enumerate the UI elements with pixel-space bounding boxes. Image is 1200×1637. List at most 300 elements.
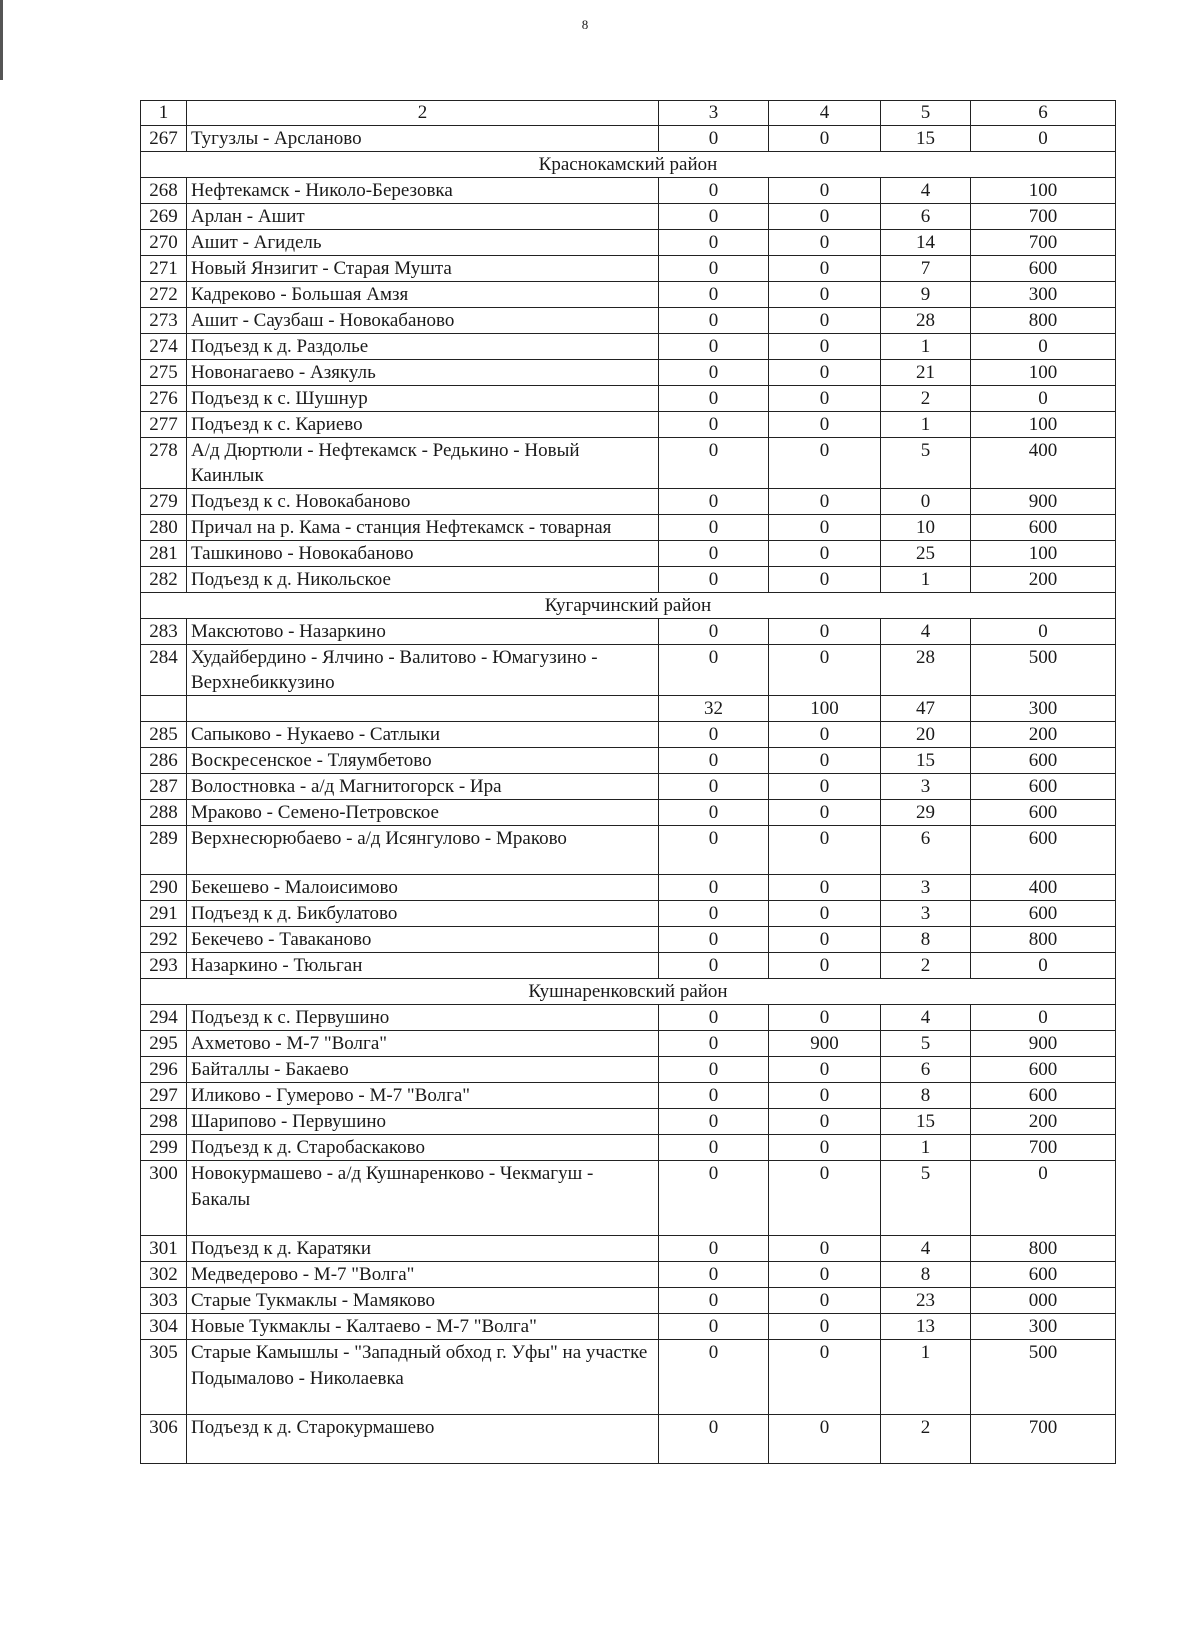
road-name-cell: Подъезд к д. Каратяки [187,1236,659,1262]
col5-value-cell: 4 [881,1236,971,1262]
col6-value-cell: 0 [971,126,1116,152]
table-row [141,953,1116,979]
road-name-cell: Причал на р. Кама - станция Нефтекамск - товарная [187,515,659,541]
table-row [141,1031,1116,1057]
row-number-cell: 286 [141,748,187,774]
col4-value-cell: 0 [769,1109,881,1135]
col6-value-cell: 100 [971,541,1116,567]
col5-value-cell: 0 [881,489,971,515]
col3-value-cell: 0 [659,722,769,748]
table-row [141,438,1116,489]
col6-value-cell: 0 [971,619,1116,645]
col3-value-cell: 0 [659,1005,769,1031]
col3-value-cell: 0 [659,438,769,489]
col6-value-cell: 200 [971,1109,1116,1135]
col4-value-cell: 0 [769,953,881,979]
row-number-cell: 287 [141,774,187,800]
col5-value-cell: 1 [881,334,971,360]
road-name-cell: Бекешево - Малоисимово [187,875,659,901]
col4-value-cell: 0 [769,1057,881,1083]
row-number-cell: 276 [141,386,187,412]
table-row [141,204,1116,230]
col3-value-cell: 0 [659,748,769,774]
col4-value-cell: 0 [769,489,881,515]
col6-value-cell: 600 [971,1057,1116,1083]
col3-value-cell: 0 [659,619,769,645]
col5-value-cell: 3 [881,875,971,901]
table-row [141,645,1116,696]
table-row [141,386,1116,412]
table-row [141,748,1116,774]
row-number-cell: 280 [141,515,187,541]
col5-value-cell: 4 [881,1005,971,1031]
col6-value-cell: 600 [971,800,1116,826]
col4-value-cell: 0 [769,308,881,334]
col5-value-cell: 2 [881,1415,971,1464]
col5-value-cell: 4 [881,178,971,204]
row-number-cell: 277 [141,412,187,438]
row-number-cell: 271 [141,256,187,282]
col6-value-cell: 600 [971,826,1116,875]
row-number-cell: 306 [141,1415,187,1464]
col5-value-cell: 8 [881,1262,971,1288]
road-name-cell: Мраково - Семено-Петровское [187,800,659,826]
col5-value-cell: 1 [881,567,971,593]
col4-value-cell: 0 [769,178,881,204]
table-row [141,1057,1116,1083]
header-cell: 6 [971,101,1116,126]
col6-value-cell: 600 [971,748,1116,774]
roads-table-body [141,101,1116,1464]
road-name-cell: Бекечево - Таваканово [187,927,659,953]
col4-value-cell: 0 [769,334,881,360]
col5-value-cell: 14 [881,230,971,256]
road-name-cell: Иликово - Гумерово - М-7 "Волга" [187,1083,659,1109]
col3-value-cell: 0 [659,489,769,515]
table-row [141,126,1116,152]
col3-value-cell: 0 [659,126,769,152]
table-row [141,308,1116,334]
row-number-cell: 273 [141,308,187,334]
row-number-cell: 274 [141,334,187,360]
col3-value-cell: 0 [659,308,769,334]
col4-value-cell: 0 [769,645,881,696]
col3-value-cell: 0 [659,412,769,438]
col6-value-cell: 800 [971,308,1116,334]
section-row [141,152,1116,178]
row-number-cell: 301 [141,1236,187,1262]
table-row [141,1415,1116,1464]
table-row [141,826,1116,875]
col3-value-cell: 0 [659,282,769,308]
col3-value-cell: 0 [659,567,769,593]
table-row [141,1083,1116,1109]
col5-value-cell: 6 [881,1057,971,1083]
col5-value-cell: 2 [881,386,971,412]
col6-value-cell: 200 [971,722,1116,748]
table-row [141,722,1116,748]
road-name-cell: Максютово - Назаркино [187,619,659,645]
road-name-cell: Воскресенское - Тляумбетово [187,748,659,774]
col5-value-cell: 5 [881,438,971,489]
col4-value-cell: 0 [769,774,881,800]
col3-value-cell: 0 [659,1340,769,1415]
col3-value-cell: 0 [659,1415,769,1464]
col4-value-cell: 0 [769,901,881,927]
section-title: Краснокамский район [141,152,1116,178]
col4-value-cell: 0 [769,1288,881,1314]
col5-value-cell: 25 [881,541,971,567]
col6-value-cell: 600 [971,1083,1116,1109]
row-number-cell: 289 [141,826,187,875]
row-number-cell: 272 [141,282,187,308]
table-row [141,230,1116,256]
table-row [141,412,1116,438]
col6-value-cell: 200 [971,567,1116,593]
col3-value-cell: 0 [659,386,769,412]
col3-value-cell: 0 [659,800,769,826]
road-name-cell: Арлан - Ашит [187,204,659,230]
road-name-cell: Новонагаево - Азякуль [187,360,659,386]
col3-value-cell: 0 [659,826,769,875]
col6-value-cell: 0 [971,1005,1116,1031]
road-name-cell: Подъезд к д. Старобаскаково [187,1135,659,1161]
col6-value-cell: 600 [971,1262,1116,1288]
table-header-row [141,101,1116,126]
col5-value-cell: 28 [881,308,971,334]
table-row [141,178,1116,204]
col6-value-cell: 0 [971,386,1116,412]
road-name-cell: Верхнесюрюбаево - а/д Исянгулово - Мраково [187,826,659,875]
row-number-cell: 295 [141,1031,187,1057]
col4-value-cell: 0 [769,230,881,256]
col3-value-cell: 0 [659,901,769,927]
road-name-cell: Тугузлы - Арсланово [187,126,659,152]
col5-value-cell: 29 [881,800,971,826]
col3-value-cell: 0 [659,1057,769,1083]
col4-value-cell: 0 [769,927,881,953]
table-row [141,256,1116,282]
col6-value-cell: 700 [971,204,1116,230]
col4-value-cell: 0 [769,722,881,748]
col3-value-cell: 0 [659,541,769,567]
table-row [141,489,1116,515]
col4-value-cell: 0 [769,126,881,152]
road-name-cell: Новокурмашево - а/д Кушнаренково - Чекмагуш - Бакалы [187,1161,659,1236]
row-number-cell: 285 [141,722,187,748]
col5-value-cell: 9 [881,282,971,308]
scan-edge-mark [0,0,3,80]
row-number-cell: 300 [141,1161,187,1236]
col5-value-cell: 4 [881,619,971,645]
table-row [141,1161,1116,1236]
table-row [141,515,1116,541]
road-name-cell: А/д Дюртюли - Нефтекамск - Редькино - Новый Каинлык [187,438,659,489]
table-row [141,901,1116,927]
col5-value-cell: 2 [881,953,971,979]
section-row [141,979,1116,1005]
row-number-cell: 293 [141,953,187,979]
road-name-cell: Нефтекамск - Николо-Березовка [187,178,659,204]
roads-table [140,100,1116,1464]
col3-value-cell: 0 [659,256,769,282]
col4-value-cell: 0 [769,1314,881,1340]
road-name-cell [187,696,659,722]
table-row [141,1005,1116,1031]
col6-value-cell: 800 [971,1236,1116,1262]
col6-value-cell: 0 [971,1161,1116,1236]
page-number: 8 [581,17,589,32]
col5-value-cell: 6 [881,826,971,875]
col5-value-cell: 5 [881,1161,971,1236]
table-row [141,1135,1116,1161]
table-row [141,541,1116,567]
row-number-cell: 269 [141,204,187,230]
col4-value-cell: 0 [769,282,881,308]
header-cell: 2 [187,101,659,126]
table-row [141,1340,1116,1415]
road-name-cell: Старые Камышлы - "Западный обход г. Уфы" на участке Подымалово - Николаевка [187,1340,659,1415]
road-name-cell: Подъезд к с. Кариево [187,412,659,438]
table-row [141,1236,1116,1262]
col4-value-cell: 0 [769,1262,881,1288]
col4-value-cell: 0 [769,567,881,593]
col6-value-cell: 300 [971,282,1116,308]
row-number-cell: 304 [141,1314,187,1340]
road-name-cell: Новый Янзигит - Старая Мушта [187,256,659,282]
col4-value-cell: 0 [769,1340,881,1415]
col6-value-cell: 900 [971,489,1116,515]
col4-value-cell: 0 [769,619,881,645]
row-number-cell: 283 [141,619,187,645]
col3-value-cell: 0 [659,334,769,360]
row-number-cell: 303 [141,1288,187,1314]
table-row [141,875,1116,901]
col5-value-cell: 3 [881,901,971,927]
col5-value-cell: 10 [881,515,971,541]
col3-value-cell: 0 [659,230,769,256]
col6-value-cell: 0 [971,334,1116,360]
col6-value-cell: 800 [971,927,1116,953]
col5-value-cell: 5 [881,1031,971,1057]
col5-value-cell: 1 [881,1135,971,1161]
col4-value-cell: 0 [769,541,881,567]
col3-value-cell: 0 [659,1083,769,1109]
road-name-cell: Ташкиново - Новокабаново [187,541,659,567]
section-title: Кушнаренковский район [141,979,1116,1005]
col5-value-cell: 3 [881,774,971,800]
header-cell: 4 [769,101,881,126]
col3-value-cell: 0 [659,1262,769,1288]
row-number-cell: 292 [141,927,187,953]
col4-value-cell: 0 [769,748,881,774]
row-number-cell: 296 [141,1057,187,1083]
table-row [141,774,1116,800]
col3-value-cell: 0 [659,178,769,204]
road-name-cell: Байталлы - Бакаево [187,1057,659,1083]
col5-value-cell: 47 [881,696,971,722]
col4-value-cell: 0 [769,515,881,541]
col3-value-cell: 0 [659,1135,769,1161]
col4-value-cell: 0 [769,1083,881,1109]
col5-value-cell: 20 [881,722,971,748]
col4-value-cell: 0 [769,386,881,412]
table-row [141,282,1116,308]
row-number-cell: 298 [141,1109,187,1135]
row-number-cell: 282 [141,567,187,593]
row-number-cell: 275 [141,360,187,386]
col3-value-cell: 0 [659,953,769,979]
road-name-cell: Подъезд к д. Старокурмашево [187,1415,659,1464]
row-number-cell: 281 [141,541,187,567]
road-name-cell: Подъезд к д. Бикбулатово [187,901,659,927]
table-row [141,619,1116,645]
col4-value-cell: 0 [769,1236,881,1262]
col5-value-cell: 6 [881,204,971,230]
col6-value-cell: 700 [971,230,1116,256]
road-name-cell: Волостновка - а/д Магнитогорск - Ира [187,774,659,800]
col6-value-cell: 600 [971,901,1116,927]
table-row-continuation [141,696,1116,722]
col3-value-cell: 0 [659,1109,769,1135]
col5-value-cell: 15 [881,126,971,152]
road-name-cell: Подъезд к с. Шушнур [187,386,659,412]
road-name-cell: Шарипово - Первушино [187,1109,659,1135]
section-title: Кугарчинский район [141,593,1116,619]
row-number-cell: 305 [141,1340,187,1415]
row-number-cell: 284 [141,645,187,696]
table-row [141,927,1116,953]
road-name-cell: Ашит - Саузбаш - Новокабаново [187,308,659,334]
col4-value-cell: 0 [769,438,881,489]
col6-value-cell: 100 [971,412,1116,438]
col4-value-cell: 0 [769,256,881,282]
row-number-cell: 297 [141,1083,187,1109]
table-row [141,1109,1116,1135]
road-name-cell: Худайбердино - Ялчино - Валитово - Юмагузино - Верхнебиккузино [187,645,659,696]
col5-value-cell: 13 [881,1314,971,1340]
row-number-cell: 267 [141,126,187,152]
header-cell: 1 [141,101,187,126]
col3-value-cell: 0 [659,1236,769,1262]
col6-value-cell: 500 [971,645,1116,696]
col5-value-cell: 28 [881,645,971,696]
road-name-cell: Сапыково - Нукаево - Сатлыки [187,722,659,748]
table-row [141,800,1116,826]
row-number-cell: 299 [141,1135,187,1161]
header-cell: 3 [659,101,769,126]
col4-value-cell: 0 [769,204,881,230]
col3-value-cell: 0 [659,645,769,696]
road-name-cell: Кадреково - Большая Амзя [187,282,659,308]
col4-value-cell: 0 [769,1005,881,1031]
road-name-cell: Новые Тукмаклы - Калтаево - М-7 "Волга" [187,1314,659,1340]
col5-value-cell: 23 [881,1288,971,1314]
row-number-cell: 279 [141,489,187,515]
row-number-cell: 268 [141,178,187,204]
row-number-cell [141,696,187,722]
col6-value-cell: 600 [971,256,1116,282]
col3-value-cell: 0 [659,1031,769,1057]
col4-value-cell: 900 [769,1031,881,1057]
col5-value-cell: 15 [881,748,971,774]
col3-value-cell: 0 [659,774,769,800]
header-cell: 5 [881,101,971,126]
col5-value-cell: 15 [881,1109,971,1135]
col3-value-cell: 0 [659,515,769,541]
road-name-cell: Назаркино - Тюльган [187,953,659,979]
col5-value-cell: 21 [881,360,971,386]
col3-value-cell: 0 [659,1314,769,1340]
col6-value-cell: 400 [971,438,1116,489]
table-row [141,1314,1116,1340]
col6-value-cell: 300 [971,696,1116,722]
col3-value-cell: 0 [659,875,769,901]
table-row [141,334,1116,360]
table-row [141,1262,1116,1288]
col4-value-cell: 0 [769,1161,881,1236]
col3-value-cell: 0 [659,204,769,230]
col6-value-cell: 600 [971,774,1116,800]
col6-value-cell: 700 [971,1135,1116,1161]
col5-value-cell: 7 [881,256,971,282]
row-number-cell: 270 [141,230,187,256]
row-number-cell: 302 [141,1262,187,1288]
col6-value-cell: 100 [971,360,1116,386]
col6-value-cell: 700 [971,1415,1116,1464]
col4-value-cell: 0 [769,875,881,901]
col4-value-cell: 0 [769,826,881,875]
road-name-cell: Медведерово - М-7 "Волга" [187,1262,659,1288]
col3-value-cell: 0 [659,927,769,953]
col3-value-cell: 0 [659,1161,769,1236]
road-name-cell: Подъезд к д. Раздолье [187,334,659,360]
row-number-cell: 288 [141,800,187,826]
col3-value-cell: 0 [659,1288,769,1314]
road-name-cell: Ашит - Агидель [187,230,659,256]
col6-value-cell: 300 [971,1314,1116,1340]
row-number-cell: 290 [141,875,187,901]
col3-value-cell: 32 [659,696,769,722]
col4-value-cell: 0 [769,360,881,386]
table-row [141,567,1116,593]
row-number-cell: 291 [141,901,187,927]
col3-value-cell: 0 [659,360,769,386]
col6-value-cell: 600 [971,515,1116,541]
table-row [141,360,1116,386]
road-name-cell: Ахметово - М-7 "Волга" [187,1031,659,1057]
col5-value-cell: 8 [881,927,971,953]
road-name-cell: Подъезд к д. Никольское [187,567,659,593]
col6-value-cell: 000 [971,1288,1116,1314]
section-row [141,593,1116,619]
road-name-cell: Подъезд к с. Первушино [187,1005,659,1031]
col4-value-cell: 0 [769,412,881,438]
road-name-cell: Подъезд к с. Новокабаново [187,489,659,515]
col6-value-cell: 500 [971,1340,1116,1415]
col5-value-cell: 8 [881,1083,971,1109]
col5-value-cell: 1 [881,412,971,438]
col4-value-cell: 0 [769,800,881,826]
col6-value-cell: 0 [971,953,1116,979]
col6-value-cell: 100 [971,178,1116,204]
row-number-cell: 294 [141,1005,187,1031]
col4-value-cell: 100 [769,696,881,722]
table-row [141,1288,1116,1314]
col6-value-cell: 900 [971,1031,1116,1057]
col4-value-cell: 0 [769,1415,881,1464]
road-name-cell: Старые Тукмаклы - Мамяково [187,1288,659,1314]
